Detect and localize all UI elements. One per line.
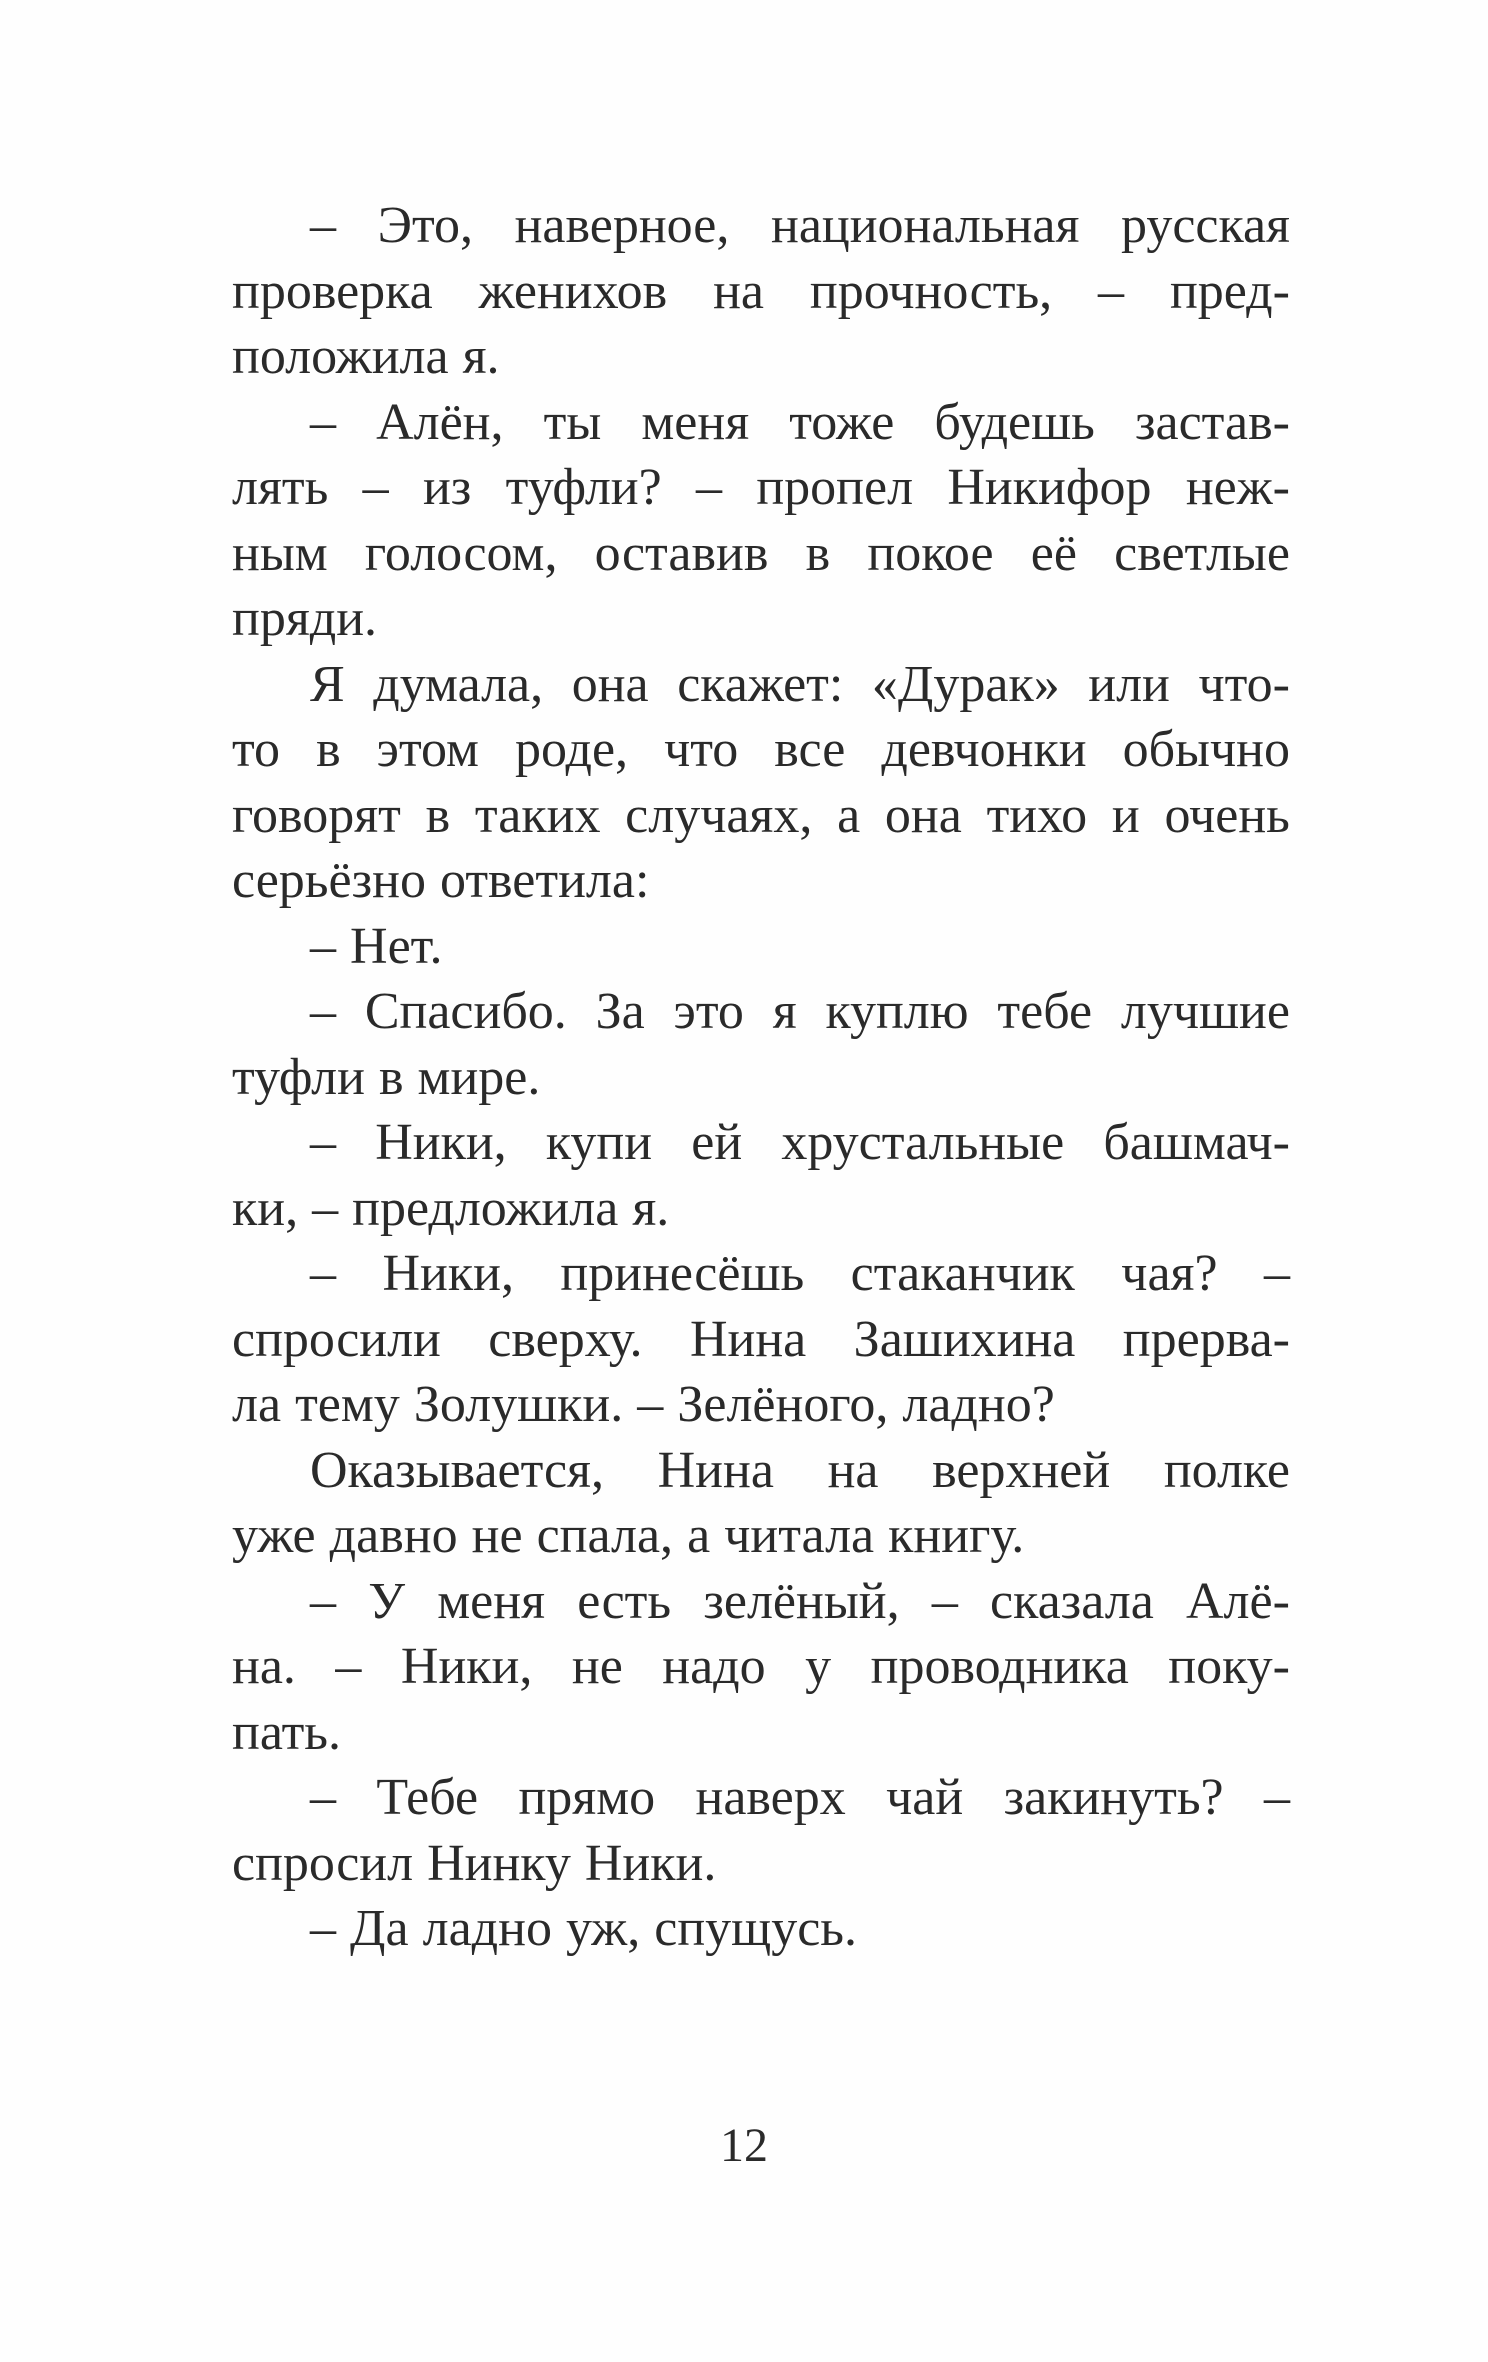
- word: Ники.: [584, 1834, 717, 1892]
- text-line: [232, 1241, 1290, 1307]
- word: туфли: [232, 1048, 365, 1106]
- word: все: [774, 721, 846, 778]
- word: Золушки.: [413, 1376, 624, 1433]
- word: есть: [577, 1572, 672, 1630]
- word: что: [664, 721, 739, 778]
- word: хрустальные: [781, 1114, 1065, 1171]
- word: ладно: [422, 1900, 552, 1957]
- word: её: [1030, 524, 1077, 582]
- word: –: [1098, 262, 1125, 320]
- word: из: [422, 459, 472, 516]
- word: ладно?: [902, 1376, 1055, 1433]
- word: или: [1088, 655, 1170, 713]
- word: Тебе: [376, 1769, 479, 1826]
- text-line: [232, 979, 1290, 1045]
- word: надо: [662, 1638, 766, 1695]
- word: –: [696, 459, 722, 516]
- text-line: [232, 1569, 1290, 1635]
- word: ки,: [232, 1179, 299, 1237]
- word: не: [571, 1638, 623, 1695]
- word: а: [837, 786, 861, 844]
- word: проверка: [232, 262, 433, 320]
- word: то: [232, 721, 281, 778]
- word: этом: [376, 721, 479, 778]
- word: в: [805, 524, 831, 582]
- word: книгу.: [888, 1507, 1025, 1564]
- word: поку-: [1168, 1638, 1290, 1695]
- word: меня: [437, 1572, 545, 1630]
- word: туфли?: [505, 459, 662, 516]
- word: это: [673, 983, 744, 1040]
- text-line: [232, 652, 1290, 718]
- word: на.: [232, 1638, 296, 1695]
- word: уж,: [565, 1900, 641, 1957]
- paragraph: [232, 1569, 1290, 1766]
- word: Я: [310, 655, 345, 713]
- word: –: [362, 459, 389, 516]
- word: девчонки: [881, 721, 1087, 778]
- word: спущусь.: [654, 1900, 858, 1957]
- word: прерва-: [1122, 1310, 1290, 1368]
- word: стаканчик: [850, 1245, 1075, 1302]
- text-line: [232, 586, 1290, 652]
- word: пряди.: [232, 590, 378, 647]
- word: полке: [1163, 1441, 1290, 1499]
- text-line: [232, 1045, 1290, 1111]
- word: –: [312, 1179, 339, 1237]
- word: что-: [1198, 655, 1290, 713]
- word: Нинку: [427, 1834, 571, 1892]
- word: обычно: [1122, 721, 1290, 778]
- paragraph: [232, 1896, 1290, 1962]
- word: сказала: [990, 1572, 1154, 1630]
- word: верхней: [932, 1441, 1111, 1499]
- word: уже: [232, 1507, 316, 1564]
- word: оставив: [594, 524, 769, 582]
- word: на: [827, 1441, 879, 1499]
- word: –: [637, 1376, 664, 1433]
- word: и: [1111, 786, 1140, 844]
- word: Ники,: [382, 1245, 514, 1302]
- word: голосом,: [364, 524, 558, 582]
- word: Алё-: [1186, 1572, 1290, 1630]
- word: тоже: [789, 393, 895, 451]
- text-line: [232, 390, 1290, 456]
- text-line: [232, 1700, 1290, 1766]
- word: в: [378, 1048, 404, 1106]
- text-line: [232, 783, 1290, 849]
- word: очень: [1164, 786, 1290, 844]
- word: читала: [724, 1507, 875, 1564]
- word: не: [471, 1507, 523, 1564]
- word: наверное,: [514, 197, 730, 254]
- text-line: [232, 1765, 1290, 1831]
- text-line: [232, 1438, 1290, 1504]
- word: она: [571, 655, 649, 713]
- paragraph: [232, 390, 1290, 652]
- word: застав-: [1134, 393, 1290, 451]
- word: Алён,: [376, 393, 504, 451]
- word: –: [310, 197, 336, 254]
- word: –: [310, 1114, 336, 1171]
- word: таких: [474, 786, 601, 844]
- text-line: [232, 1307, 1290, 1373]
- paragraph: [232, 1765, 1290, 1896]
- word: тебе: [997, 983, 1093, 1040]
- text-line: [232, 521, 1290, 587]
- word: Спасибо.: [364, 983, 567, 1040]
- word: пропел: [756, 459, 914, 516]
- word: женихов: [478, 262, 668, 320]
- word: чай: [886, 1769, 964, 1826]
- word: –: [310, 983, 336, 1040]
- word: –: [310, 1769, 336, 1826]
- word: а: [687, 1507, 711, 1564]
- text-line: [232, 324, 1290, 390]
- word: куплю: [825, 983, 969, 1040]
- word: Нина: [689, 1310, 807, 1368]
- page-body-text: [232, 193, 1290, 1962]
- word: прочность,: [809, 262, 1053, 320]
- word: тему: [295, 1376, 400, 1433]
- word: спала,: [536, 1507, 674, 1564]
- word: –: [310, 917, 336, 975]
- word: пред-: [1169, 262, 1290, 320]
- word: зелёный,: [703, 1572, 900, 1630]
- word: –: [335, 1638, 362, 1695]
- word: у: [805, 1638, 832, 1695]
- word: –: [931, 1572, 958, 1630]
- text-line: [232, 1176, 1290, 1242]
- word: Нина: [657, 1441, 774, 1499]
- word: на: [713, 262, 764, 320]
- word: –: [310, 1245, 336, 1302]
- word: меня: [641, 393, 750, 451]
- text-line: [232, 193, 1290, 259]
- text-line: [232, 1372, 1290, 1438]
- word: скажет:: [677, 655, 844, 713]
- word: башмач-: [1103, 1114, 1290, 1171]
- word: «Дурак»: [871, 655, 1060, 713]
- word: я.: [632, 1179, 670, 1237]
- paragraph: [232, 652, 1290, 914]
- word: положила: [232, 328, 449, 385]
- text-line: [232, 1503, 1290, 1569]
- word: –: [310, 1900, 336, 1957]
- word: Да: [350, 1900, 409, 1957]
- word: У: [368, 1572, 406, 1630]
- text-line: [232, 1896, 1290, 1962]
- word: ответила:: [440, 852, 650, 909]
- paragraph: [232, 914, 1290, 980]
- word: роде,: [514, 721, 629, 778]
- word: ла: [232, 1376, 282, 1433]
- word: лять: [232, 459, 329, 516]
- word: мире.: [417, 1048, 541, 1106]
- word: ным: [232, 524, 328, 582]
- word: будешь: [934, 393, 1095, 451]
- word: Зелёного,: [677, 1376, 889, 1433]
- word: Ники,: [375, 1114, 507, 1171]
- text-line: [232, 455, 1290, 521]
- paragraph: [232, 979, 1290, 1110]
- word: купи: [545, 1114, 653, 1171]
- word: думала,: [373, 655, 544, 713]
- word: Это,: [377, 197, 473, 254]
- word: Нет.: [350, 917, 443, 975]
- paragraph: [232, 1438, 1290, 1569]
- text-line: [232, 717, 1290, 783]
- word: она: [884, 786, 962, 844]
- word: случаях,: [625, 786, 813, 844]
- word: закинуть?: [1003, 1769, 1224, 1826]
- word: сверху.: [488, 1310, 643, 1368]
- word: принесёшь: [560, 1245, 805, 1302]
- text-line: [232, 914, 1290, 980]
- word: я: [772, 983, 797, 1040]
- word: –: [1264, 1769, 1290, 1826]
- word: покое: [867, 524, 994, 582]
- word: пать.: [232, 1703, 342, 1761]
- word: серьёзно: [232, 852, 426, 909]
- word: спросил: [232, 1834, 414, 1892]
- word: тихо: [986, 786, 1088, 844]
- text-line: [232, 1634, 1290, 1700]
- text-line: [232, 1831, 1290, 1897]
- page-number: 12: [720, 2119, 768, 2172]
- word: я.: [462, 328, 500, 385]
- word: Зашихина: [853, 1310, 1076, 1368]
- word: проводника: [870, 1638, 1129, 1695]
- word: Ники,: [400, 1638, 533, 1695]
- word: ей: [691, 1114, 743, 1171]
- word: спросили: [232, 1310, 441, 1368]
- text-line: [232, 259, 1290, 325]
- word: наверх: [695, 1769, 846, 1826]
- word: в: [425, 786, 451, 844]
- paragraph: [232, 1110, 1290, 1241]
- paragraph: [232, 1241, 1290, 1438]
- text-line: [232, 1110, 1290, 1176]
- word: прямо: [518, 1769, 656, 1826]
- text-line: [232, 848, 1290, 914]
- word: –: [310, 393, 336, 451]
- word: ты: [543, 393, 602, 451]
- word: неж-: [1185, 459, 1290, 516]
- word: светлые: [1114, 524, 1290, 582]
- word: чая?: [1121, 1245, 1218, 1302]
- word: Оказывается,: [310, 1441, 604, 1499]
- word: говорят: [232, 786, 401, 844]
- word: –: [310, 1572, 336, 1630]
- word: –: [1264, 1245, 1290, 1302]
- word: Никифор: [947, 459, 1152, 516]
- word: давно: [329, 1507, 458, 1564]
- word: лучшие: [1120, 983, 1290, 1040]
- word: предложила: [352, 1179, 619, 1237]
- word: русская: [1121, 197, 1290, 254]
- word: национальная: [770, 197, 1080, 254]
- word: в: [316, 721, 341, 778]
- paragraph: [232, 193, 1290, 390]
- word: За: [595, 983, 645, 1040]
